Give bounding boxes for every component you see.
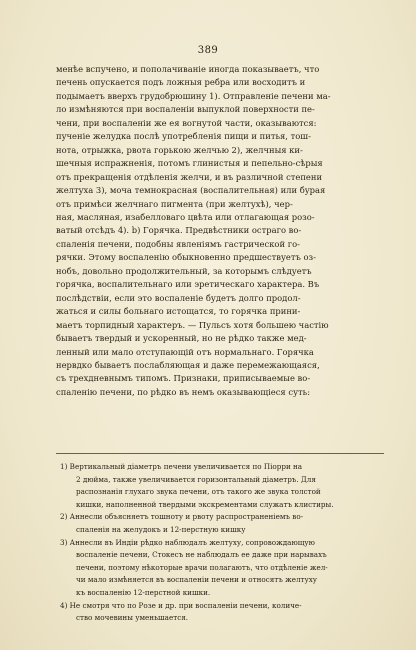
text-line: менѣе вспучено, и пополачиваніе иногда показываетъ, что <box>56 64 320 74</box>
text-line: печень опускается подъ ложныя ребра или восходитъ и <box>56 77 306 88</box>
footnotes <box>56 461 386 625</box>
text-line: бываетъ твердый и ускоренный, но не рѣдко также мед- <box>56 333 307 344</box>
text-line: послѣдствіи, если это воспаленіе будетъ долго продол- <box>56 292 301 303</box>
footnote <box>56 461 386 511</box>
footnote-line: распознанія глухаго звука печени, отъ такого же звука толстой <box>76 487 321 497</box>
footnote <box>56 511 386 536</box>
text-line: желтуха 3), моча темнокрасная (воспалительная) или бурая <box>56 185 326 196</box>
text-line: шечныя испражненія, потомъ глинистыя и пепельно-сѣрыя <box>56 158 323 169</box>
text-line: ленный или мало отступающій отъ нормальнаго. Горячка <box>56 346 314 357</box>
footnote-line: 4) Не смотря что по Розе и др. при воспаленіи печени, количе- <box>60 600 302 610</box>
footnote-line: кишки, наполненной твердыми экскрементами служатъ клистиры. <box>76 499 334 509</box>
footnote-line: печени, поэтому нѣкоторые врачи полагаютъ, что отдѣленіе жел- <box>76 562 328 572</box>
footnote-line: къ воспаленію 12-перстной кишки. <box>76 587 211 597</box>
text-line: ватый отсѣдъ 4). b) Горячка. Предвѣстники остраго во- <box>56 225 302 236</box>
footnote-line: 2 дюйма, также увеличивается горизонтальный діаметръ. Для <box>76 474 316 484</box>
text-line: маетъ торпидный характеръ. — Пульсъ хотя большею частію <box>56 319 329 330</box>
footnote-line: 2) Аннесли объясняетъ тошноту и рвоту распространеніемъ во- <box>60 512 304 522</box>
text-line: жаться и силы больнаго истощатся, то горячка прини- <box>56 306 301 317</box>
text-line: отъ прекращенія отдѣленія желчи, и въ различной степени <box>56 171 323 182</box>
text-line: ло измѣняются при воспаленіи выпуклой поверхности пе- <box>56 104 315 115</box>
text-line: съ трехдневнымъ типомъ. Признаки, приписываемые во- <box>56 373 311 384</box>
main-text <box>56 63 384 399</box>
text-line: чени, при воспаленіи же ея вогнутой части, оказываются: <box>56 117 317 128</box>
page-number: 389 <box>197 45 219 56</box>
text-line: подымаетъ вверхъ грудобрюшину 1). Отправленіе печени ма- <box>56 90 331 101</box>
footnote-divider <box>56 453 384 454</box>
text-line: спаленію печени, по рѣдко въ немъ оказывающіеся суть: <box>56 386 311 397</box>
footnote <box>56 600 386 625</box>
footnote-line: воспаленіе печени, Стокесъ не наблюдалъ ее даже при нарывахъ <box>76 550 327 560</box>
text-line: нота, отрыжка, рвота горькою желчью 2), желчныя ки- <box>56 144 303 155</box>
text-line: пученіе желудка послѣ употребленія пищи и питья, тош- <box>56 131 311 142</box>
text-line: нобъ, довольно продолжительный, за которымъ слѣдуетъ <box>56 265 312 276</box>
text-line: спаленія печени, подобны явленіямъ гастрической го- <box>56 238 300 249</box>
text-line: рячки. Этому воспаленію обыкновенно предшествуетъ оз- <box>56 252 316 263</box>
text-line: отъ примѣси желчнаго пигмента (при желтухѣ), чер- <box>56 198 293 209</box>
footnote-line: 3) Аннесли въ Индіи рѣдко наблюдалъ желтуху, сопровождающую <box>60 537 315 547</box>
footnote-line: ство мочевины уменьшается. <box>76 613 189 623</box>
text-line: нервдко бываетъ послабляющая и даже перемежающаяся, <box>56 359 320 370</box>
footnote-line: 1) Вертикальный діаметръ печени увеличивается по Піорри на <box>60 462 303 471</box>
text-line: горячка, воспалительнаго или эретическаго характера. Въ <box>56 279 320 290</box>
footnote-line: спаленія на желудокъ и 12-перстную кишку <box>76 524 246 534</box>
footnote-line: чи мало измѣняется въ воспаленіи печени и относятъ желтуху <box>76 575 318 585</box>
footnote <box>56 537 386 600</box>
text-line: ная, масляная, изабелловаго цвѣта или отлагающая розо- <box>56 211 315 222</box>
